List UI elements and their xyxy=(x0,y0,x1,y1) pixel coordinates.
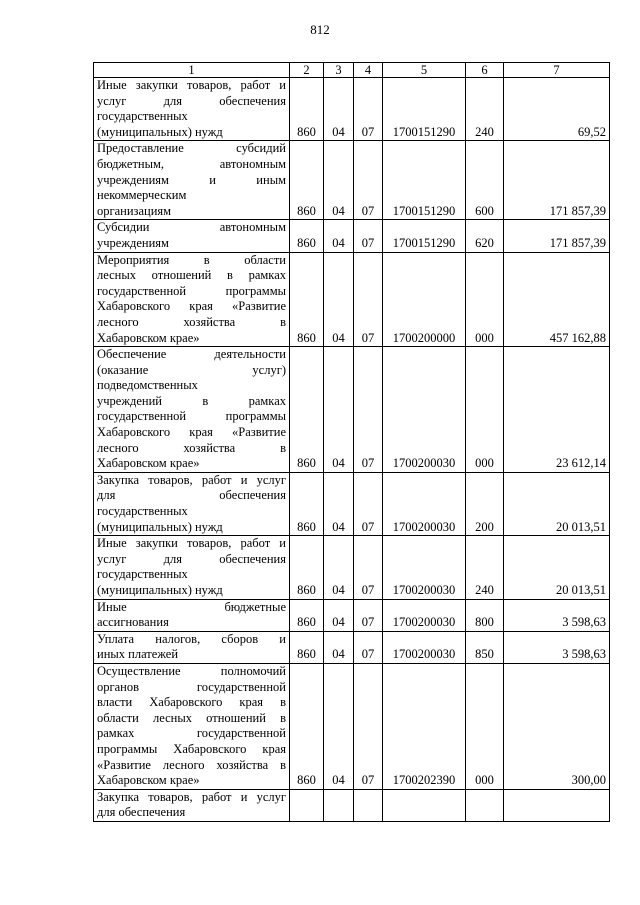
section-code-cell: 04 xyxy=(324,472,354,535)
expense-type-cell: 850 xyxy=(466,631,504,663)
row-name-line: государственной программы xyxy=(97,283,286,298)
section-code-cell: 04 xyxy=(324,599,354,631)
amount-cell: 457 162,88 xyxy=(504,252,610,347)
section-code-cell: 04 xyxy=(324,347,354,473)
ministry-code-cell: 860 xyxy=(290,663,324,789)
row-name-line: организациям xyxy=(97,203,172,218)
row-name-line: Предоставление субсидий xyxy=(97,141,286,156)
column-header-6: 6 xyxy=(466,63,504,78)
row-name-line: (оказание услуг) xyxy=(97,362,286,377)
subsection-code-cell: 07 xyxy=(354,663,383,789)
row-name-line: бюджетным, автономным xyxy=(97,156,286,171)
expense-type-cell: 240 xyxy=(466,78,504,141)
table-row xyxy=(94,141,610,220)
row-name-line: учреждений в рамках xyxy=(97,393,286,408)
row-name-line: государственных xyxy=(97,567,188,582)
row-name-cell xyxy=(94,472,290,535)
ministry-code-cell: 860 xyxy=(290,141,324,220)
budget-table xyxy=(93,62,610,822)
ministry-code-cell: 860 xyxy=(290,599,324,631)
amount-cell: 171 857,39 xyxy=(504,141,610,220)
subsection-code-cell: 07 xyxy=(354,78,383,141)
row-name-cell xyxy=(94,347,290,473)
subsection-code-cell: 07 xyxy=(354,141,383,220)
row-name-line: для обеспечения xyxy=(97,488,286,503)
row-name-cell xyxy=(94,789,290,821)
row-name-cell xyxy=(94,663,290,789)
row-name-line: услуг для обеспечения xyxy=(97,551,286,566)
column-header-1: 1 xyxy=(94,63,290,78)
table-row xyxy=(94,599,610,631)
row-name-line: Хабаровского края «Развитие xyxy=(97,425,286,440)
subsection-code-cell: 07 xyxy=(354,536,383,599)
section-code-cell: 04 xyxy=(324,663,354,789)
expense-type-cell: 600 xyxy=(466,141,504,220)
row-name-cell xyxy=(94,78,290,141)
target-article-cell: 1700151290 xyxy=(383,141,466,220)
subsection-code-cell: 07 xyxy=(354,347,383,473)
row-name-line: Уплата налогов, сборов и xyxy=(97,631,286,646)
amount-cell: 20 013,51 xyxy=(504,536,610,599)
row-name-line: государственной программы xyxy=(97,409,286,424)
row-name-line: области лесных отношений в xyxy=(97,710,286,725)
expense-type-cell: 800 xyxy=(466,599,504,631)
row-name-line: Субсидии автономным xyxy=(97,220,286,235)
row-name-line: Осуществление полномочий xyxy=(97,663,286,678)
table-header-row xyxy=(94,63,610,78)
row-name-line: учреждениям xyxy=(97,235,169,250)
subsection-code-cell: 07 xyxy=(354,472,383,535)
amount-cell: 3 598,63 xyxy=(504,631,610,663)
table-row xyxy=(94,631,610,663)
target-article-cell: 1700200030 xyxy=(383,631,466,663)
row-name-line: «Развитие лесного хозяйства в xyxy=(97,757,286,772)
table-row xyxy=(94,536,610,599)
row-name-line: Хабаровского края «Развитие xyxy=(97,299,286,314)
row-name-line: для обеспечения xyxy=(97,805,186,820)
row-name-cell xyxy=(94,220,290,252)
row-name-line: Иные закупки товаров, работ и xyxy=(97,78,286,92)
column-header-7: 7 xyxy=(504,63,610,78)
row-name-line: Мероприятия в области xyxy=(97,252,286,267)
table-body xyxy=(94,78,610,822)
amount-cell: 3 598,63 xyxy=(504,599,610,631)
row-name-line: некоммерческим xyxy=(97,188,187,203)
table-row xyxy=(94,78,610,141)
row-name-line: лесного хозяйства в xyxy=(97,314,286,329)
row-name-line: услуг для обеспечения xyxy=(97,93,286,108)
ministry-code-cell: 860 xyxy=(290,252,324,347)
target-article-cell: 1700200030 xyxy=(383,472,466,535)
row-name-line: Закупка товаров, работ и услуг xyxy=(97,472,286,487)
ministry-code-cell: 860 xyxy=(290,472,324,535)
column-header-4: 4 xyxy=(354,63,383,78)
amount-cell: 20 013,51 xyxy=(504,472,610,535)
amount-cell: 300,00 xyxy=(504,663,610,789)
row-name-line: власти Хабаровского края в xyxy=(97,695,286,710)
row-name-cell xyxy=(94,141,290,220)
ministry-code-cell xyxy=(290,789,324,821)
expense-type-cell: 620 xyxy=(466,220,504,252)
row-name-line: Хабаровском крае» xyxy=(97,773,200,788)
table-row xyxy=(94,220,610,252)
row-name-line: государственных xyxy=(97,109,188,124)
subsection-code-cell xyxy=(354,789,383,821)
row-name-cell xyxy=(94,599,290,631)
row-name-cell xyxy=(94,536,290,599)
target-article-cell xyxy=(383,789,466,821)
row-name-line: Иные закупки товаров, работ и xyxy=(97,536,286,551)
column-header-2: 2 xyxy=(290,63,324,78)
column-header-3: 3 xyxy=(324,63,354,78)
target-article-cell: 1700151290 xyxy=(383,220,466,252)
table-row xyxy=(94,663,610,789)
row-name-line: лесных отношений в рамках xyxy=(97,268,286,283)
target-article-cell: 1700200030 xyxy=(383,536,466,599)
section-code-cell: 04 xyxy=(324,631,354,663)
target-article-cell: 1700200030 xyxy=(383,347,466,473)
amount-cell: 69,52 xyxy=(504,78,610,141)
row-name-line: иных платежей xyxy=(97,647,179,662)
row-name-cell xyxy=(94,252,290,347)
ministry-code-cell: 860 xyxy=(290,220,324,252)
column-header-5: 5 xyxy=(383,63,466,78)
expense-type-cell: 000 xyxy=(466,347,504,473)
row-name-line: (муниципальных) нужд xyxy=(97,124,223,139)
row-name-line: Иные бюджетные xyxy=(97,599,286,614)
expense-type-cell: 000 xyxy=(466,663,504,789)
ministry-code-cell: 860 xyxy=(290,631,324,663)
target-article-cell: 1700151290 xyxy=(383,78,466,141)
row-name-cell xyxy=(94,631,290,663)
target-article-cell: 1700200000 xyxy=(383,252,466,347)
row-name-line: ассигнования xyxy=(97,615,169,630)
ministry-code-cell: 860 xyxy=(290,347,324,473)
expense-type-cell xyxy=(466,789,504,821)
section-code-cell xyxy=(324,789,354,821)
target-article-cell: 1700200030 xyxy=(383,599,466,631)
subsection-code-cell: 07 xyxy=(354,220,383,252)
amount-cell xyxy=(504,789,610,821)
row-name-line: лесного хозяйства в xyxy=(97,440,286,455)
row-name-line: подведомственных xyxy=(97,378,198,393)
expense-type-cell: 200 xyxy=(466,472,504,535)
row-name-line: программы Хабаровского края xyxy=(97,741,286,756)
subsection-code-cell: 07 xyxy=(354,599,383,631)
expense-type-cell: 000 xyxy=(466,252,504,347)
ministry-code-cell: 860 xyxy=(290,536,324,599)
table-row xyxy=(94,347,610,473)
expense-type-cell: 240 xyxy=(466,536,504,599)
row-name-line: (муниципальных) нужд xyxy=(97,583,223,597)
amount-cell: 23 612,14 xyxy=(504,347,610,473)
section-code-cell: 04 xyxy=(324,78,354,141)
table-row xyxy=(94,789,610,821)
subsection-code-cell: 07 xyxy=(354,631,383,663)
row-name-line: Закупка товаров, работ и услуг xyxy=(97,789,286,804)
row-name-line: Обеспечение деятельности xyxy=(97,347,286,362)
table-row xyxy=(94,472,610,535)
row-name-line: государственных xyxy=(97,504,188,519)
target-article-cell: 1700202390 xyxy=(383,663,466,789)
row-name-line: рамках государственной xyxy=(97,726,286,741)
subsection-code-cell: 07 xyxy=(354,252,383,347)
row-name-line: (муниципальных) нужд xyxy=(97,519,223,534)
table-row xyxy=(94,252,610,347)
ministry-code-cell: 860 xyxy=(290,78,324,141)
section-code-cell: 04 xyxy=(324,141,354,220)
section-code-cell: 04 xyxy=(324,220,354,252)
section-code-cell: 04 xyxy=(324,536,354,599)
row-name-line: учреждениям и иным xyxy=(97,172,286,187)
row-name-line: Хабаровском крае» xyxy=(97,456,200,471)
amount-cell: 171 857,39 xyxy=(504,220,610,252)
section-code-cell: 04 xyxy=(324,252,354,347)
row-name-line: Хабаровском крае» xyxy=(97,330,200,345)
page-number: 812 xyxy=(310,22,330,37)
row-name-line: органов государственной xyxy=(97,679,286,694)
